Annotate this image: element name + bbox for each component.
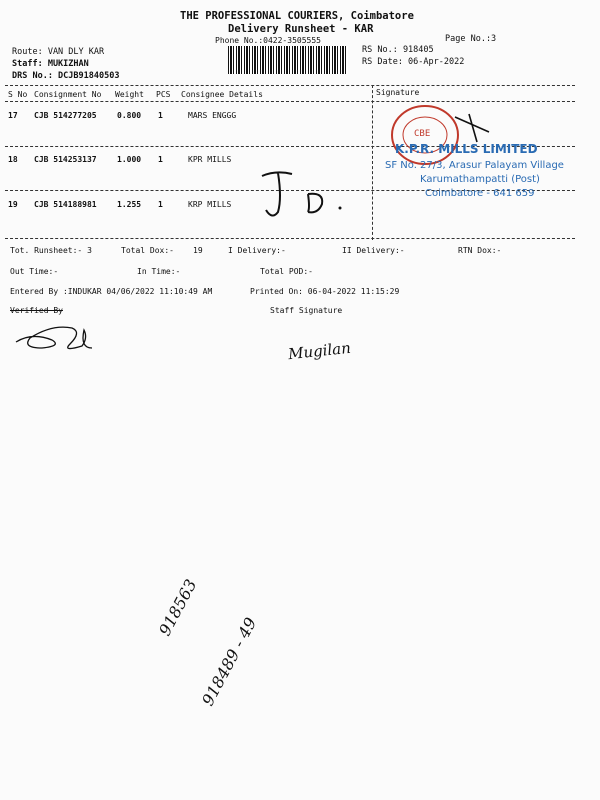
table-row-consignment: CJB 514188981 — [34, 200, 97, 209]
rs-date: RS Date: 06-Apr-2022 — [362, 57, 465, 67]
total-dox-value: 19 — [193, 246, 203, 255]
table-top-rule — [5, 85, 575, 86]
route-label: Route: VAN DLY KAR — [12, 47, 105, 57]
col-consignee: Consignee Details — [181, 90, 263, 99]
table-row-pcs: 1 — [158, 155, 163, 164]
table-row-consignee: KRP MILLS — [188, 200, 232, 209]
stamp-address-1: SF No. 27/3, Arasur Palayam Village — [385, 160, 564, 171]
runsheet-title: Delivery Runsheet - KAR — [228, 23, 374, 35]
stamp-address-2: Karumathampatti (Post) — [420, 174, 540, 185]
i-delivery: I Delivery:- — [228, 246, 286, 255]
handwritten-note-2: 918489 - 49 — [198, 614, 261, 709]
col-weight: Weight — [115, 90, 144, 99]
staff-signature-label: Staff Signature — [270, 306, 343, 315]
entered-by: Entered By :INDUKAR 04/06/2022 11:10:49 AM — [10, 287, 213, 296]
staff-handwritten-signature: Mugilan — [287, 338, 352, 364]
table-row-sno: 17 — [8, 111, 18, 120]
table-row-weight: 0.800 — [117, 111, 142, 120]
table-row-pcs: 1 — [158, 200, 163, 209]
table-row-consignment: CJB 514277205 — [34, 111, 97, 120]
page-number: Page No.:3 — [445, 34, 497, 44]
verified-by: Verified By — [10, 306, 63, 315]
table-row-consignment: CJB 514253137 — [34, 155, 97, 164]
table-row-pcs: 1 — [158, 111, 163, 120]
table-bottom-rule — [5, 238, 575, 239]
consignee-signature — [258, 168, 358, 224]
printed-on: Printed On: 06-04-2022 11:15:29 — [250, 287, 400, 296]
stamp-cbe: CBE — [414, 129, 431, 139]
table-row-weight: 1.000 — [117, 155, 142, 164]
stamp-address-3: Coimbatore - 641 659 — [425, 188, 535, 199]
col-signature: Signature — [376, 88, 420, 97]
rs-number: RS No.: 918405 — [362, 45, 434, 55]
drs-number: DRS No.: DCJB91840503 — [12, 71, 120, 81]
company-title: THE PROFESSIONAL COURIERS, Coimbatore — [180, 10, 414, 22]
ii-delivery: II Delivery:- — [342, 246, 405, 255]
col-consignment: Consignment No — [34, 90, 102, 99]
out-time: Out Time:- — [10, 267, 59, 276]
total-pod: Total POD:- — [260, 267, 313, 276]
total-runsheet: Tot. Runsheet:- 3 — [10, 246, 92, 255]
rtn-dox: RTN Dox:- — [458, 246, 502, 255]
table-row-weight: 1.255 — [117, 200, 142, 209]
col-pcs: PCS — [156, 90, 171, 99]
stamp-company-name: K.P.R. MILLS LIMITED — [395, 142, 538, 156]
table-row-consignee: KPR MILLS — [188, 155, 232, 164]
barcode — [228, 46, 348, 74]
signature-column-rule — [372, 85, 373, 240]
total-dox-label: Total Dox:- — [121, 246, 174, 255]
col-sno: S No — [8, 90, 28, 99]
handwritten-note-1: 918563 — [155, 576, 201, 639]
staff-label: Staff: MUKIZHAN — [12, 59, 89, 69]
table-row-sno: 19 — [8, 200, 18, 209]
table-row-sno: 18 — [8, 155, 18, 164]
in-time: In Time:- — [137, 267, 181, 276]
phone-number: Phone No.:0422-3505555 — [215, 36, 321, 45]
table-row-consignee: MARS ENGGG — [188, 111, 237, 120]
verified-by-signature — [12, 318, 102, 358]
